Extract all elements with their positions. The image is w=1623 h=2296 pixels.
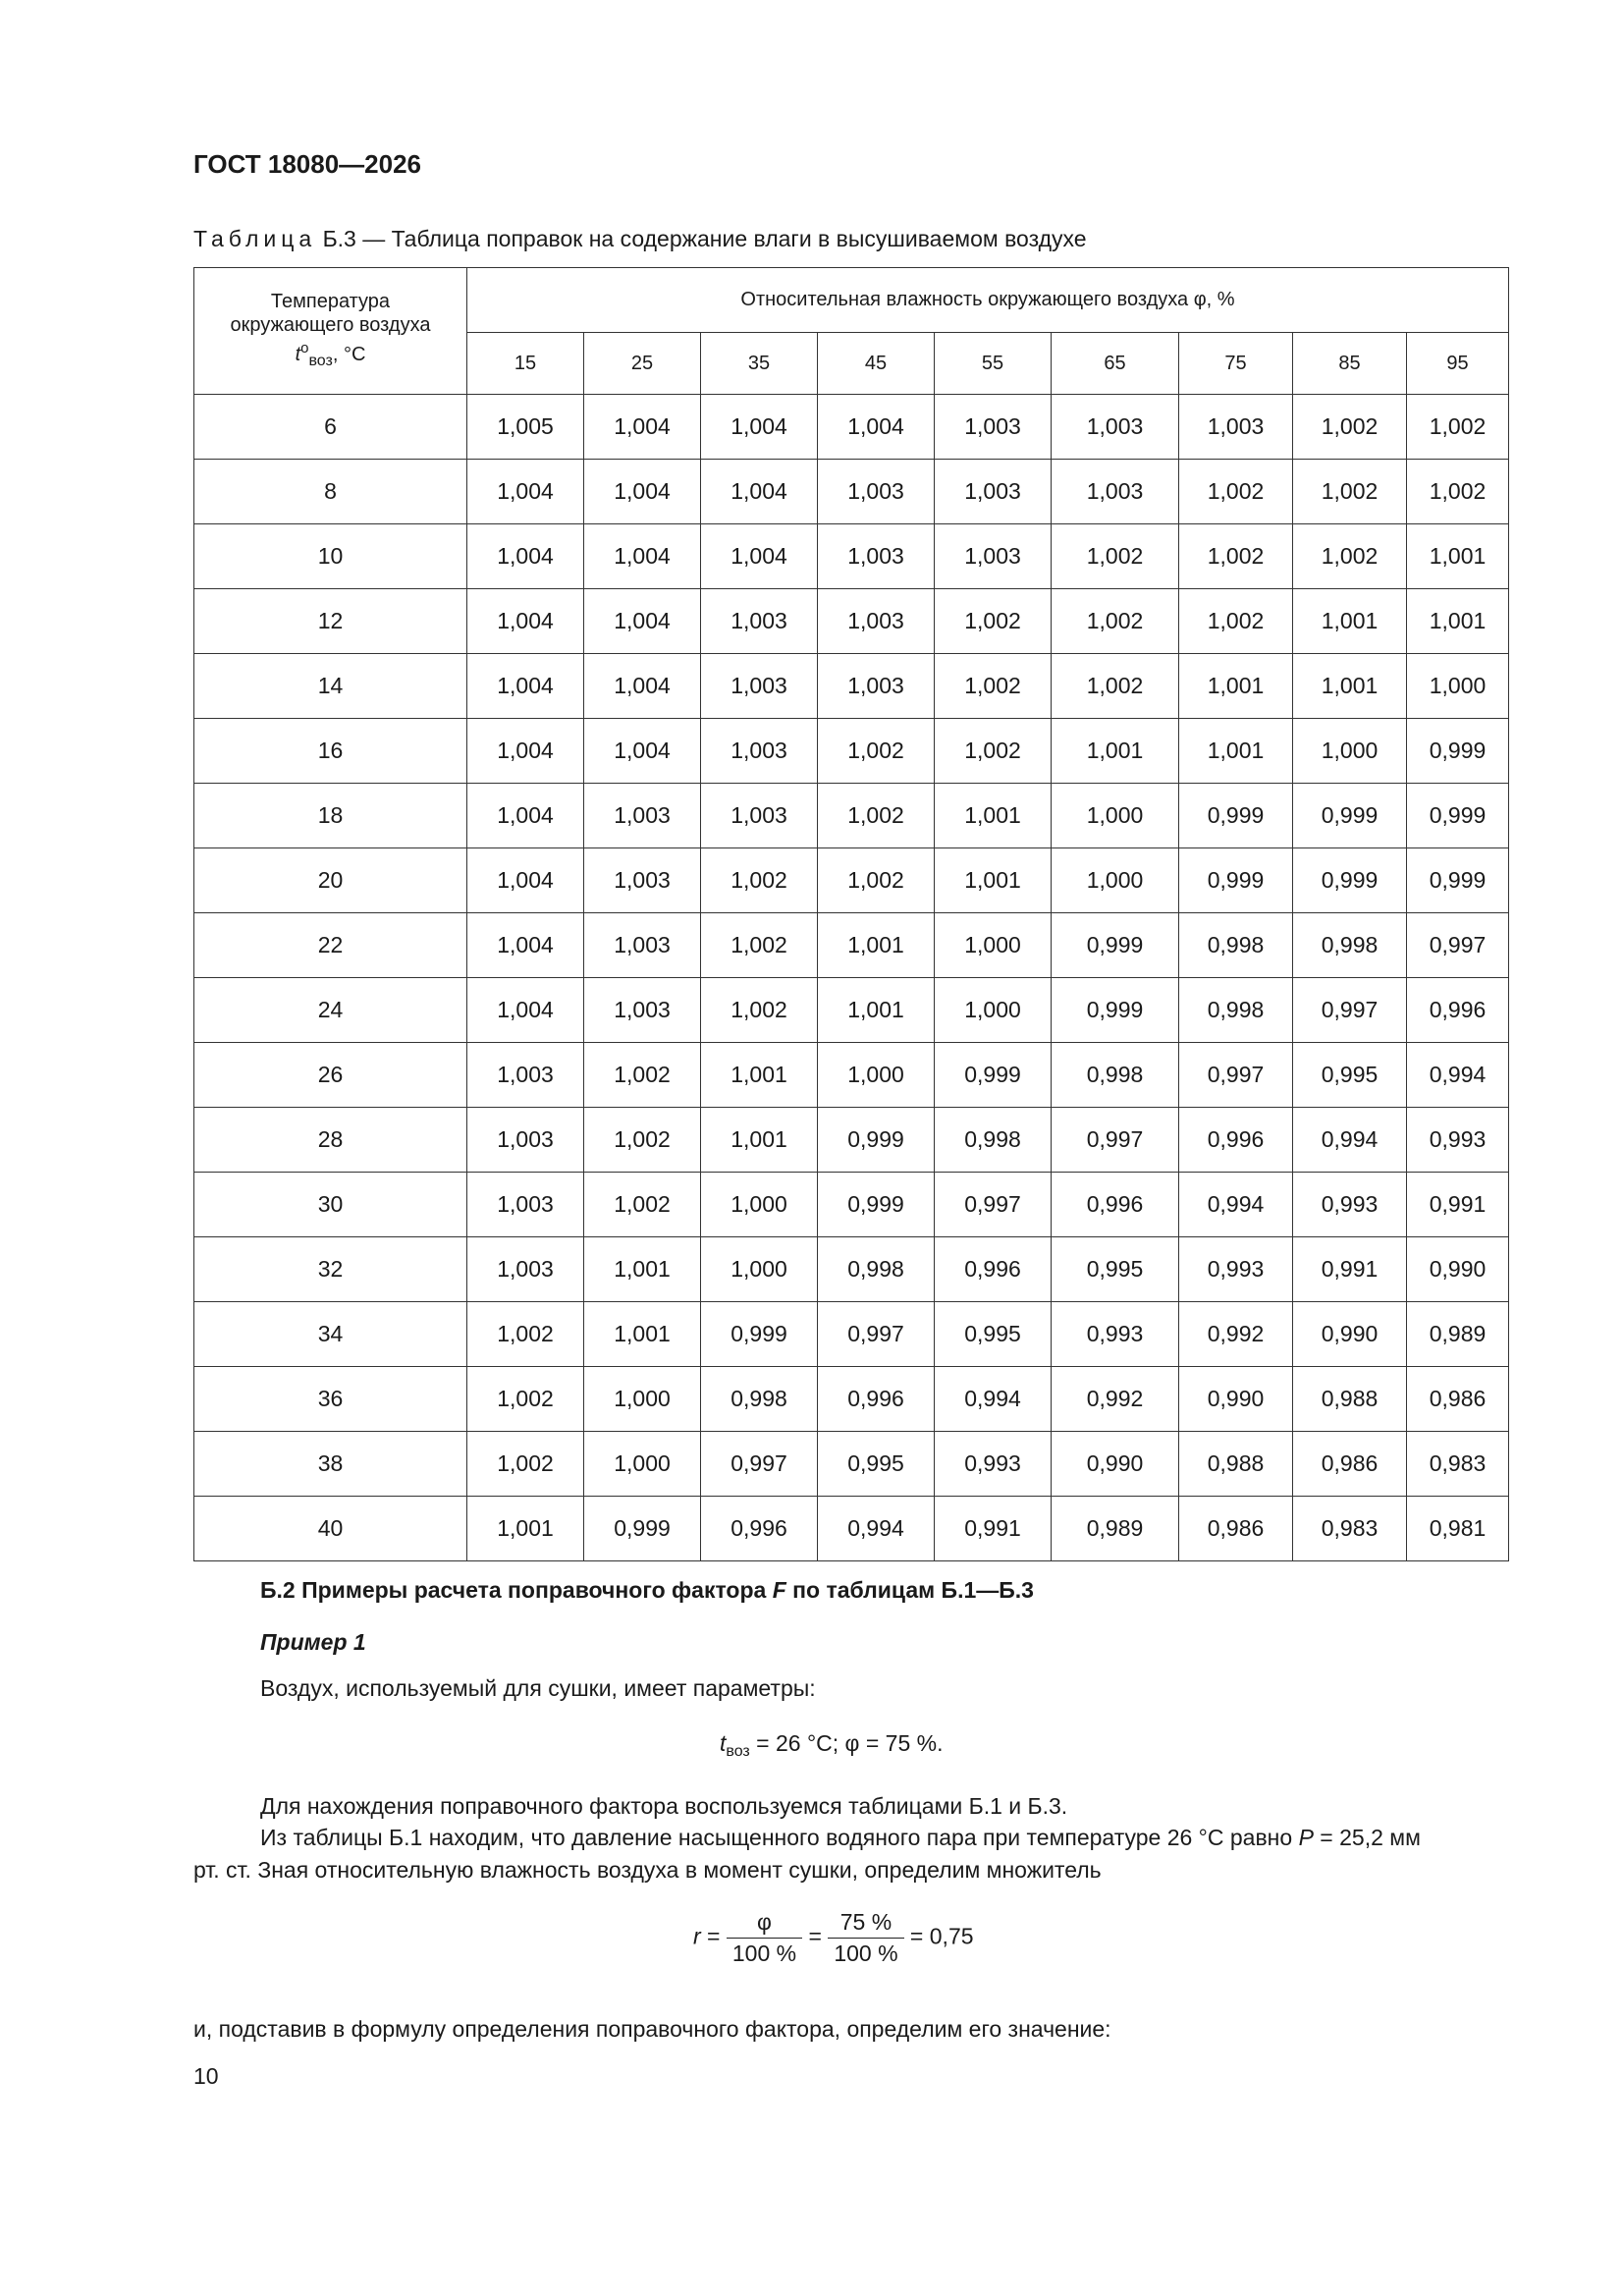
correction-value-cell: 0,993	[1407, 1108, 1509, 1173]
correction-value-cell: 1,002	[584, 1108, 701, 1173]
correction-value-cell: 0,995	[935, 1302, 1052, 1367]
correction-value-cell: 0,988	[1179, 1432, 1293, 1497]
temperature-cell: 8	[194, 460, 467, 524]
correction-value-cell: 1,004	[467, 719, 584, 784]
example-title: Пример 1	[260, 1629, 366, 1655]
humidity-header: Относительная влажность окружающего воздуха φ, %	[467, 268, 1509, 333]
correction-value-cell: 1,002	[1407, 395, 1509, 460]
correction-value-cell: 1,000	[1052, 784, 1179, 848]
correction-value-cell: 1,003	[467, 1043, 584, 1108]
correction-value-cell: 0,997	[1052, 1108, 1179, 1173]
correction-value-cell: 0,986	[1293, 1432, 1407, 1497]
correction-value-cell: 1,001	[1052, 719, 1179, 784]
correction-value-cell: 0,994	[818, 1497, 935, 1561]
fraction-2-numerator: 75 %	[828, 1909, 903, 1939]
correction-value-cell: 0,990	[1407, 1237, 1509, 1302]
formula-1-t: t	[720, 1730, 727, 1756]
correction-value-cell: 0,993	[1179, 1237, 1293, 1302]
temperature-symbol: t	[295, 343, 301, 365]
table-body	[194, 395, 1509, 1561]
correction-value-cell: 1,002	[1052, 654, 1179, 719]
correction-value-cell: 0,986	[1179, 1497, 1293, 1561]
correction-value-cell: 1,002	[1179, 524, 1293, 589]
correction-value-cell: 1,000	[584, 1432, 701, 1497]
correction-value-cell: 0,996	[701, 1497, 818, 1561]
correction-value-cell: 1,001	[1179, 719, 1293, 784]
paragraph-3-line1	[260, 1825, 1421, 1851]
temperature-cell: 24	[194, 978, 467, 1043]
correction-value-cell: 0,997	[818, 1302, 935, 1367]
correction-value-cell: 0,999	[935, 1043, 1052, 1108]
paragraph-1: Воздух, используемый для сушки, имеет параметры:	[260, 1675, 816, 1701]
correction-value-cell: 1,002	[467, 1367, 584, 1432]
table-row	[194, 1237, 1509, 1302]
correction-value-cell: 0,994	[935, 1367, 1052, 1432]
correction-value-cell: 1,001	[584, 1302, 701, 1367]
correction-value-cell: 0,999	[1293, 784, 1407, 848]
formula-2-eq: =	[700, 1923, 727, 1949]
correction-value-cell: 1,001	[818, 913, 935, 978]
formula-1	[720, 1730, 943, 1761]
temperature-cell: 14	[194, 654, 467, 719]
formula-1-rest: = 26 °C; φ = 75 %.	[749, 1730, 944, 1756]
document-title: ГОСТ 18080—2026	[193, 149, 421, 179]
humidity-column-35: 35	[701, 333, 818, 395]
correction-value-cell: 0,998	[818, 1237, 935, 1302]
table-caption	[193, 226, 1087, 252]
correction-value-cell: 0,996	[1052, 1173, 1179, 1237]
correction-value-cell: 1,001	[1179, 654, 1293, 719]
correction-value-cell: 0,997	[1293, 978, 1407, 1043]
correction-value-cell: 1,004	[467, 913, 584, 978]
correction-value-cell: 1,004	[584, 460, 701, 524]
section-heading-part2: по таблицам Б.1—Б.3	[785, 1577, 1034, 1603]
correction-value-cell: 1,002	[584, 1043, 701, 1108]
table-row	[194, 395, 1509, 460]
correction-value-cell: 1,000	[1407, 654, 1509, 719]
correction-value-cell: 0,998	[1293, 913, 1407, 978]
correction-value-cell: 0,999	[1052, 978, 1179, 1043]
correction-value-cell: 1,004	[701, 460, 818, 524]
humidity-column-45: 45	[818, 333, 935, 395]
correction-value-cell: 1,002	[1179, 589, 1293, 654]
correction-value-cell: 1,000	[701, 1237, 818, 1302]
correction-value-cell: 0,990	[1052, 1432, 1179, 1497]
table-row	[194, 460, 1509, 524]
correction-value-cell: 1,003	[818, 654, 935, 719]
humidity-column-25: 25	[584, 333, 701, 395]
correction-value-cell: 1,002	[467, 1302, 584, 1367]
temperature-cell: 22	[194, 913, 467, 978]
table-row	[194, 1432, 1509, 1497]
correction-value-cell: 0,991	[1293, 1237, 1407, 1302]
correction-value-cell: 1,004	[584, 589, 701, 654]
correction-value-cell: 1,002	[701, 913, 818, 978]
correction-value-cell: 1,002	[935, 719, 1052, 784]
paragraph-3-line2: рт. ст. Зная относительную влажность воздуха в момент сушки, определим множитель	[193, 1857, 1102, 1883]
correction-value-cell: 0,998	[701, 1367, 818, 1432]
correction-value-cell: 0,996	[1407, 978, 1509, 1043]
correction-value-cell: 0,993	[1293, 1173, 1407, 1237]
temperature-header-line1: Температура	[270, 290, 391, 312]
correction-value-cell: 0,999	[1052, 913, 1179, 978]
correction-value-cell: 1,003	[467, 1173, 584, 1237]
correction-value-cell: 0,996	[818, 1367, 935, 1432]
correction-value-cell: 1,001	[818, 978, 935, 1043]
fraction-1-denominator: 100 %	[731, 1941, 797, 1966]
correction-value-cell: 0,993	[1052, 1302, 1179, 1367]
temperature-cell: 36	[194, 1367, 467, 1432]
temperature-cell: 6	[194, 395, 467, 460]
temperature-cell: 12	[194, 589, 467, 654]
table-row	[194, 848, 1509, 913]
correction-value-cell: 0,992	[1052, 1367, 1179, 1432]
fraction-2	[828, 1909, 903, 1967]
correction-value-cell: 0,986	[1407, 1367, 1509, 1432]
correction-value-cell: 1,004	[467, 654, 584, 719]
correction-value-cell: 0,998	[935, 1108, 1052, 1173]
correction-value-cell: 1,002	[467, 1432, 584, 1497]
correction-value-cell: 1,004	[584, 654, 701, 719]
table-caption-text: Б.3 — Таблица поправок на содержание влаги в высушиваемом воздухе	[316, 226, 1087, 251]
table-row	[194, 1173, 1509, 1237]
correction-value-cell: 0,999	[584, 1497, 701, 1561]
correction-value-cell: 1,000	[935, 913, 1052, 978]
correction-value-cell: 0,989	[1407, 1302, 1509, 1367]
correction-value-cell: 1,001	[1407, 524, 1509, 589]
correction-value-cell: 0,998	[1179, 978, 1293, 1043]
formula-1-sub: воз	[726, 1743, 750, 1760]
correction-value-cell: 0,991	[935, 1497, 1052, 1561]
table-row	[194, 1108, 1509, 1173]
temperature-cell: 38	[194, 1432, 467, 1497]
table-row	[194, 589, 1509, 654]
table-row	[194, 524, 1509, 589]
table-row	[194, 784, 1509, 848]
correction-value-cell: 1,003	[1052, 460, 1179, 524]
correction-value-cell: 1,003	[818, 589, 935, 654]
correction-value-cell: 1,001	[467, 1497, 584, 1561]
correction-value-cell: 0,995	[1052, 1237, 1179, 1302]
correction-value-cell: 1,002	[584, 1173, 701, 1237]
correction-value-cell: 1,003	[935, 460, 1052, 524]
correction-value-cell: 0,992	[1179, 1302, 1293, 1367]
section-heading-part1: Б.2 Примеры расчета поправочного фактора	[260, 1577, 773, 1603]
correction-value-cell: 1,004	[584, 524, 701, 589]
correction-value-cell: 0,988	[1293, 1367, 1407, 1432]
correction-value-cell: 1,002	[1052, 589, 1179, 654]
correction-value-cell: 0,999	[1293, 848, 1407, 913]
correction-value-cell: 0,999	[1407, 784, 1509, 848]
correction-value-cell: 0,997	[701, 1432, 818, 1497]
correction-value-cell: 1,002	[935, 589, 1052, 654]
correction-value-cell: 1,001	[701, 1108, 818, 1173]
temperature-cell: 16	[194, 719, 467, 784]
table-row	[194, 719, 1509, 784]
correction-value-cell: 0,998	[1179, 913, 1293, 978]
correction-value-cell: 0,991	[1407, 1173, 1509, 1237]
correction-value-cell: 1,003	[935, 524, 1052, 589]
correction-value-cell: 0,997	[1179, 1043, 1293, 1108]
correction-value-cell: 0,983	[1407, 1432, 1509, 1497]
temperature-header	[194, 268, 467, 395]
correction-value-cell: 0,999	[1179, 848, 1293, 913]
correction-value-cell: 0,997	[1407, 913, 1509, 978]
correction-value-cell: 1,004	[584, 719, 701, 784]
temperature-cell: 34	[194, 1302, 467, 1367]
correction-value-cell: 1,001	[584, 1237, 701, 1302]
temperature-header-line2: окружающего воздуха	[230, 313, 431, 336]
formula-2-r: r	[693, 1923, 701, 1949]
formula-2-eq2: =	[802, 1923, 829, 1949]
correction-value-cell: 1,003	[467, 1237, 584, 1302]
correction-value-cell: 0,999	[1407, 848, 1509, 913]
correction-value-cell: 1,000	[935, 978, 1052, 1043]
correction-value-cell: 1,004	[584, 395, 701, 460]
temperature-unit: , °C	[332, 343, 366, 365]
correction-value-cell: 1,000	[701, 1173, 818, 1237]
table-row	[194, 1367, 1509, 1432]
correction-value-cell: 1,003	[1052, 395, 1179, 460]
correction-value-cell: 0,990	[1179, 1367, 1293, 1432]
correction-value-cell: 1,004	[467, 589, 584, 654]
section-heading	[260, 1577, 1034, 1604]
humidity-column-55: 55	[935, 333, 1052, 395]
correction-value-cell: 1,003	[818, 460, 935, 524]
table-row	[194, 1302, 1509, 1367]
correction-value-cell: 1,003	[584, 978, 701, 1043]
correction-value-cell: 1,005	[467, 395, 584, 460]
formula-2	[693, 1909, 974, 1967]
correction-value-cell: 0,994	[1179, 1173, 1293, 1237]
temperature-cell: 30	[194, 1173, 467, 1237]
correction-value-cell: 0,999	[818, 1173, 935, 1237]
correction-value-cell: 0,996	[935, 1237, 1052, 1302]
correction-value-cell: 1,003	[701, 654, 818, 719]
correction-value-cell: 0,999	[701, 1302, 818, 1367]
correction-value-cell: 1,002	[935, 654, 1052, 719]
correction-value-cell: 1,001	[1293, 589, 1407, 654]
correction-value-cell: 1,000	[1293, 719, 1407, 784]
correction-value-cell: 1,002	[1407, 460, 1509, 524]
correction-value-cell: 1,003	[818, 524, 935, 589]
correction-value-cell: 0,989	[1052, 1497, 1179, 1561]
humidity-column-75: 75	[1179, 333, 1293, 395]
correction-value-cell: 1,002	[1293, 460, 1407, 524]
humidity-column-85: 85	[1293, 333, 1407, 395]
temperature-cell: 18	[194, 784, 467, 848]
humidity-column-15: 15	[467, 333, 584, 395]
correction-value-cell: 1,004	[467, 848, 584, 913]
table-row	[194, 654, 1509, 719]
correction-value-cell: 1,001	[935, 848, 1052, 913]
correction-value-cell: 1,002	[1052, 524, 1179, 589]
correction-value-cell: 1,004	[467, 460, 584, 524]
correction-value-cell: 1,002	[701, 978, 818, 1043]
fraction-2-denominator: 100 %	[834, 1941, 898, 1966]
paragraph-3-part2: = 25,2 мм	[1313, 1825, 1421, 1850]
temperature-cell: 26	[194, 1043, 467, 1108]
correction-value-cell: 0,995	[1293, 1043, 1407, 1108]
correction-value-cell: 1,003	[701, 719, 818, 784]
correction-value-cell: 1,004	[467, 524, 584, 589]
table-row	[194, 913, 1509, 978]
correction-value-cell: 1,003	[935, 395, 1052, 460]
correction-value-cell: 1,000	[818, 1043, 935, 1108]
correction-value-cell: 0,993	[935, 1432, 1052, 1497]
correction-value-cell: 1,004	[467, 978, 584, 1043]
correction-value-cell: 0,995	[818, 1432, 935, 1497]
correction-value-cell: 0,994	[1407, 1043, 1509, 1108]
temperature-symbol-sup: о	[300, 339, 309, 356]
page-number: 10	[193, 2063, 219, 2089]
section-heading-symbol: F	[772, 1577, 786, 1603]
correction-value-cell: 1,003	[584, 913, 701, 978]
correction-table	[193, 267, 1509, 1561]
table-row	[194, 1043, 1509, 1108]
table-caption-prefix: Таблица	[193, 226, 317, 251]
correction-value-cell: 1,004	[467, 784, 584, 848]
paragraph-2: Для нахождения поправочного фактора воспользуемся таблицами Б.1 и Б.3.	[260, 1793, 1068, 1819]
correction-value-cell: 1,004	[701, 395, 818, 460]
temperature-cell: 40	[194, 1497, 467, 1561]
correction-value-cell: 0,990	[1293, 1302, 1407, 1367]
temperature-symbol-sub: воз	[308, 352, 333, 369]
correction-value-cell: 1,002	[1293, 395, 1407, 460]
correction-value-cell: 0,998	[1052, 1043, 1179, 1108]
correction-value-cell: 1,003	[584, 848, 701, 913]
correction-value-cell: 1,004	[701, 524, 818, 589]
correction-value-cell: 0,999	[1179, 784, 1293, 848]
correction-value-cell: 1,002	[1293, 524, 1407, 589]
correction-value-cell: 1,001	[1293, 654, 1407, 719]
correction-value-cell: 1,000	[1052, 848, 1179, 913]
correction-value-cell: 1,003	[701, 589, 818, 654]
fraction-1	[727, 1909, 802, 1967]
correction-value-cell: 1,001	[701, 1043, 818, 1108]
correction-value-cell: 0,983	[1293, 1497, 1407, 1561]
correction-value-cell: 1,003	[1179, 395, 1293, 460]
correction-value-cell: 0,981	[1407, 1497, 1509, 1561]
temperature-cell: 32	[194, 1237, 467, 1302]
correction-value-cell: 1,002	[818, 848, 935, 913]
correction-value-cell: 0,994	[1293, 1108, 1407, 1173]
correction-value-cell: 1,001	[935, 784, 1052, 848]
correction-value-cell: 1,003	[467, 1108, 584, 1173]
correction-value-cell: 1,002	[818, 719, 935, 784]
paragraph-3-symbol: P	[1298, 1825, 1314, 1850]
humidity-column-65: 65	[1052, 333, 1179, 395]
correction-value-cell: 0,999	[1407, 719, 1509, 784]
paragraph-3-part1: Из таблицы Б.1 находим, что давление насыщенного водяного пара при температуре 26 °C равно	[260, 1825, 1299, 1850]
paragraph-4: и, подставив в формулу определения поправочного фактора, определим его значение:	[193, 2016, 1111, 2042]
fraction-1-numerator: φ	[727, 1909, 802, 1939]
correction-value-cell: 1,002	[818, 784, 935, 848]
table-row	[194, 1497, 1509, 1561]
formula-2-result: = 0,75	[903, 1923, 974, 1949]
correction-value-cell: 1,002	[701, 848, 818, 913]
correction-value-cell: 1,003	[701, 784, 818, 848]
correction-value-cell: 0,996	[1179, 1108, 1293, 1173]
correction-value-cell: 1,001	[1407, 589, 1509, 654]
correction-value-cell: 0,999	[818, 1108, 935, 1173]
humidity-column-95: 95	[1407, 333, 1509, 395]
table-row	[194, 978, 1509, 1043]
temperature-cell: 28	[194, 1108, 467, 1173]
temperature-cell: 20	[194, 848, 467, 913]
temperature-cell: 10	[194, 524, 467, 589]
correction-value-cell: 1,003	[584, 784, 701, 848]
correction-value-cell: 0,997	[935, 1173, 1052, 1237]
correction-value-cell: 1,002	[1179, 460, 1293, 524]
correction-value-cell: 1,004	[818, 395, 935, 460]
correction-value-cell: 1,000	[584, 1367, 701, 1432]
